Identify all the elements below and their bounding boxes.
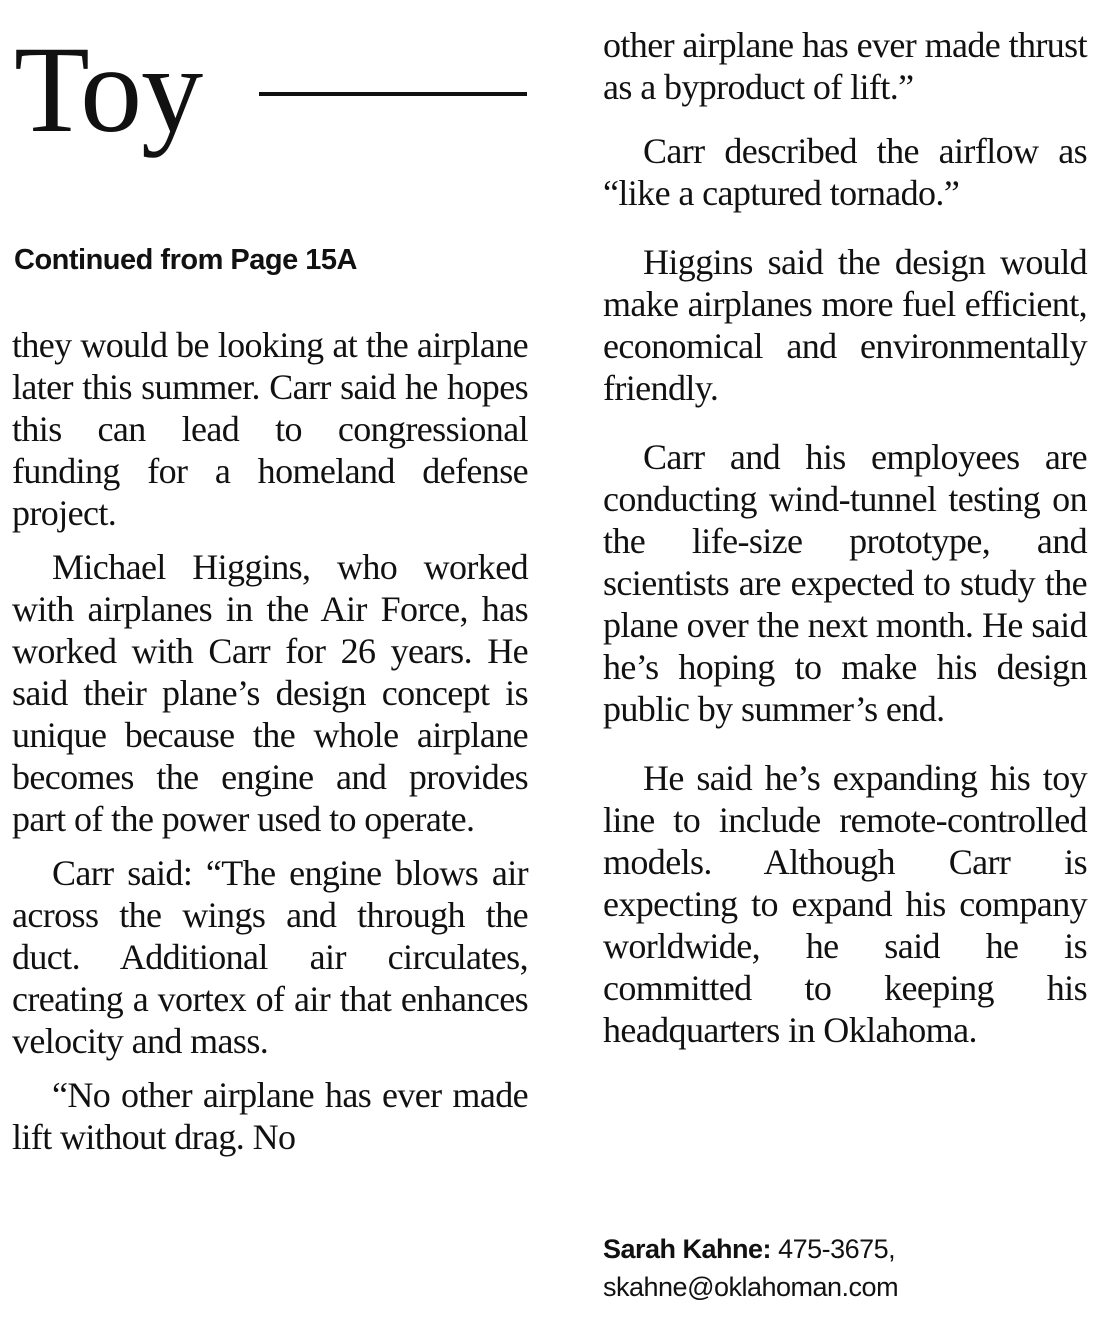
byline-email: skahne@oklahoman.com [603, 1272, 899, 1302]
paragraph: Carr described the airflow as “like a captured tornado.” [603, 131, 1087, 213]
byline [603, 1230, 1087, 1306]
paragraph: they would be looking at the airplane later this summer. Carr said he hopes this can lead to congressional funding for a homeland defense project. [12, 325, 528, 533]
paragraph: Higgins said the design would make airplanes more fuel efficient, economical and environmentally friendly. [603, 242, 1087, 408]
headline: Toy [14, 21, 203, 158]
right-column [603, 24, 1087, 1051]
paragraph: He said he’s expanding his toy line to include remote-controlled models. Although Carr is expecting to expand his company worldwide, he said he is committed to keeping his headquarters in Oklahoma. [603, 758, 1087, 1050]
jump-line: Continued from Page 15A [14, 244, 357, 276]
headline-rule [259, 92, 527, 96]
byline-phone: 475-3675, [778, 1234, 896, 1264]
paragraph: “No other airplane has ever made lift without drag. No [12, 1075, 528, 1157]
paragraph: other airplane has ever made thrust as a byproduct of lift.” [603, 25, 1087, 107]
byline-author: Sarah Kahne: [603, 1234, 772, 1264]
paragraph: Carr and his employees are conducting wind-tunnel testing on the life-size prototype, and scientists are expected to study the plane over the next month. He said he’s hoping to make his design public by summer’s end. [603, 437, 1087, 729]
paragraph: Carr said: “The engine blows air across the wings and through the duct. Additional air circulates, creating a vortex of air that enhances velocity and mass. [12, 853, 528, 1061]
left-column [12, 324, 528, 1158]
paragraph: Michael Higgins, who worked with airplanes in the Air Force, has worked with Carr for 26 years. He said their plane’s design concept is unique because the whole airplane becomes the engine and provides part of the power used to operate. [12, 547, 528, 839]
